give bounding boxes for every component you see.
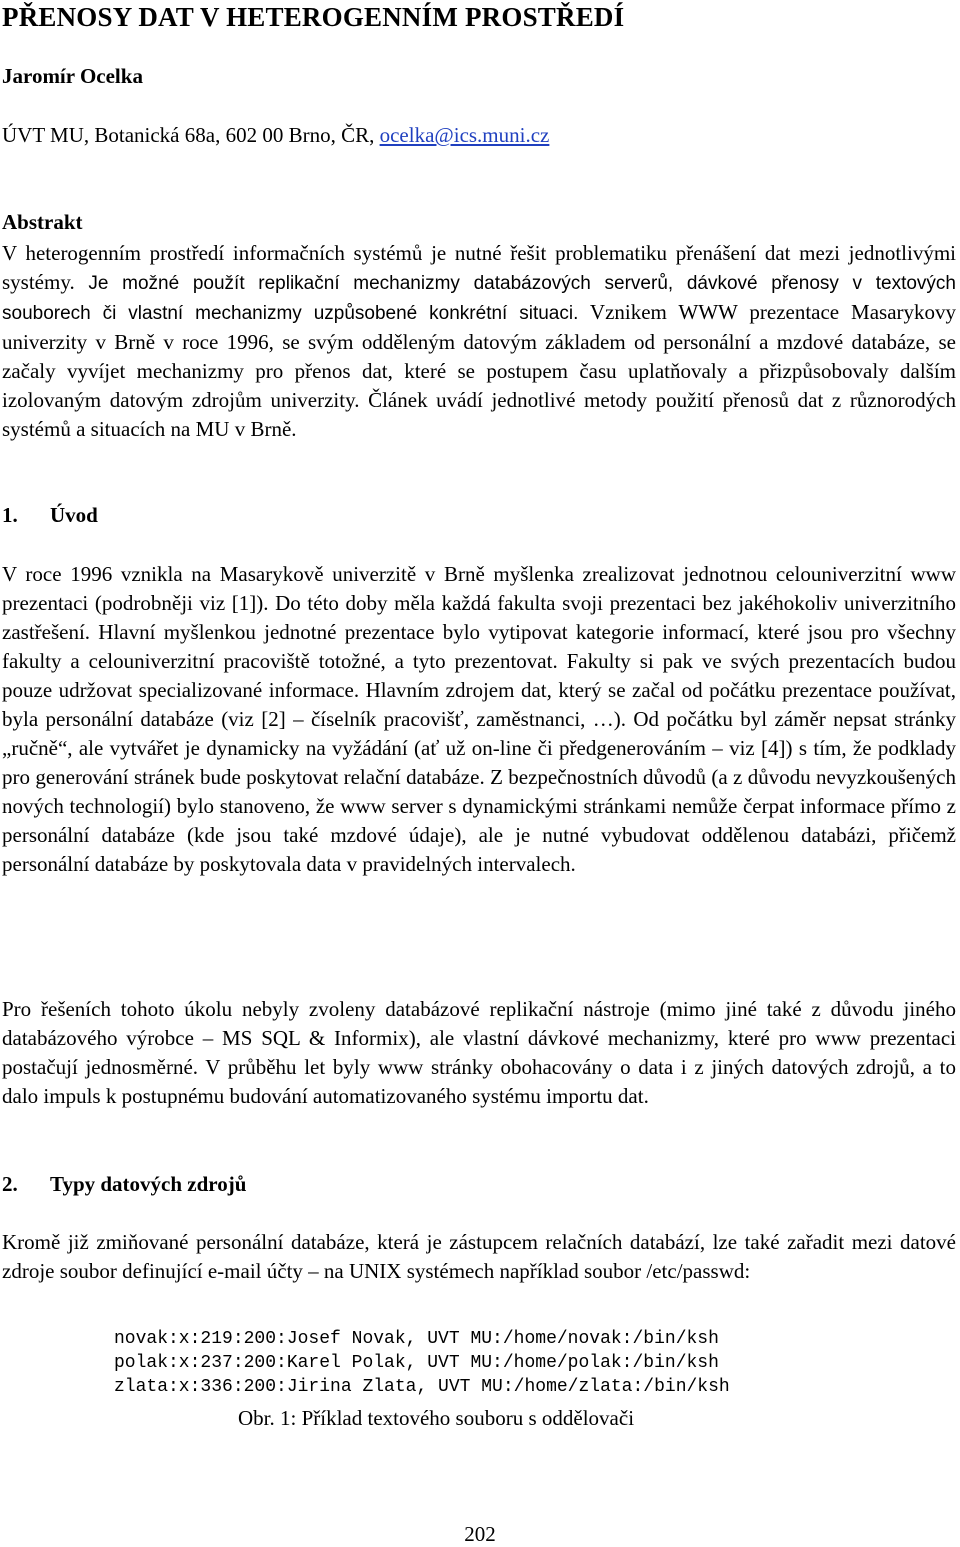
section-1-title: Úvod <box>50 503 98 527</box>
section-1-paragraph-1: V roce 1996 vznikla na Masarykově univerzitě v Brně myšlenka zrealizovat jednotnou celouniverzitní www prezentaci (podrobněji viz [1]). Do této doby měla každá fakulta svoji prezentaci bez jakéhokoliv univerzitního zastřešení. Hlavní myšlenkou jednotné prezentace bylo vytipovat kategorie informací, které jsou pro všechny fakulty a celouniverzitní pracoviště totožné, a tyto prezentovat. Fakulty si pak ve svých prezentacích budou pouze udržovat specializované informace. Hlavním zdrojem dat, který se začal od počátku prezentace používat, byla personální databáze (viz [2] – číselník pracovišť, zaměstnanci, …). Od počátku byl záměr nepsat stránky „ručně“, ale vytvářet je dynamicky na vyžádání (ať už on-line či předgenerováním – viz [4]) s tím, že podklady pro generování stránek bude poskytovat relační databáze. Z bezpečnostních důvodů (a z důvodu nevyzkoušených nových technologií) bylo stanoveno, že www server s dynamickými stránkami nemůže čerpat informace přímo z personální databáze (kde jsou také mzdové údaje), ale je nutné vybudovat oddělenou databázi, přičemž personální databáze by poskytovala data v pravidelných intervalech. <box>2 562 956 876</box>
abstract-paragraph <box>2 239 956 444</box>
code-listing <box>114 1327 730 1399</box>
section-1-heading <box>2 503 98 528</box>
code-line: polak:x:237:200:Karel Polak, UVT MU:/home/polak:/bin/ksh <box>114 1353 719 1373</box>
abstract-text-3: Vznikem WWW prezentace Masarykovy univerzity v Brně v roce 1996, se svým odděleným datovým základem od personální a mzdové databáze, se začaly vyvíjet mechanizmy pro přenos dat, které se postupem času uplatňovaly a přizpůsobovaly dalším izolovaným datovým zdrojům univerzity. Článek uvádí jednotlivé metody použití přenosů dat z různorodých systémů a situacích na MU v Brně. <box>2 300 957 441</box>
abstract-heading: Abstrakt <box>2 210 83 234</box>
section-1-paragraph-2: Pro řešeních tohoto úkolu nebyly zvoleny databázové replikační nástroje (mimo jiné také z důvodu jiného databázového výrobce – MS SQL & Informix), ale vlastní dávkové mechanizmy, které pro www prezentaci postačují jednosměrné. V průběhu let byly www stránky obohacovány o data i z jiných datových zdrojů, a to dalo impuls k postupnému budování automatizovaného systému importu dat. <box>2 997 956 1108</box>
code-line: zlata:x:336:200:Jirina Zlata, UVT MU:/home/zlata:/bin/ksh <box>114 1377 730 1397</box>
author-name: Jaromír Ocelka <box>2 64 143 88</box>
abstract-text-2: Je možné použít replikační mechanizmy databázových serverů, dávkové přenosy v textových souborech či vlastní mechanizmy uzpůsobené konkrétní situaci. <box>2 273 956 324</box>
email-link[interactable]: ocelka@ics.muni.cz <box>379 123 550 147</box>
affiliation-text: ÚVT MU, Botanická 68a, 602 00 Brno, ČR, <box>2 123 380 147</box>
abstract-text-1: V heterogenním prostředí informačních systémů je nutné řešit problematiku přenášení dat mezi jednotlivými systémy. <box>2 241 956 294</box>
page-number: 202 <box>464 1522 496 1546</box>
section-2-number: 2. <box>2 1172 18 1196</box>
section-2-paragraph-1: Kromě již zmiňované personální databáze, která je zástupcem relačních databází, lze také zařadit mezi datové zdroje soubor definující e-mail účty – na UNIX systémech například soubor /etc/passwd: <box>2 1230 956 1283</box>
figure-caption: Obr. 1: Příklad textového souboru s oddělovači <box>238 1406 635 1430</box>
section-1-number: 1. <box>2 503 18 527</box>
paper-title: PŘENOSY DAT V HETEROGENNÍM PROSTŘEDÍ <box>2 2 625 32</box>
affiliation <box>2 123 549 148</box>
section-2-heading <box>2 1172 246 1197</box>
section-2-title: Typy datových zdrojů <box>50 1172 247 1196</box>
code-line: novak:x:219:200:Josef Novak, UVT MU:/home/novak:/bin/ksh <box>114 1329 719 1349</box>
